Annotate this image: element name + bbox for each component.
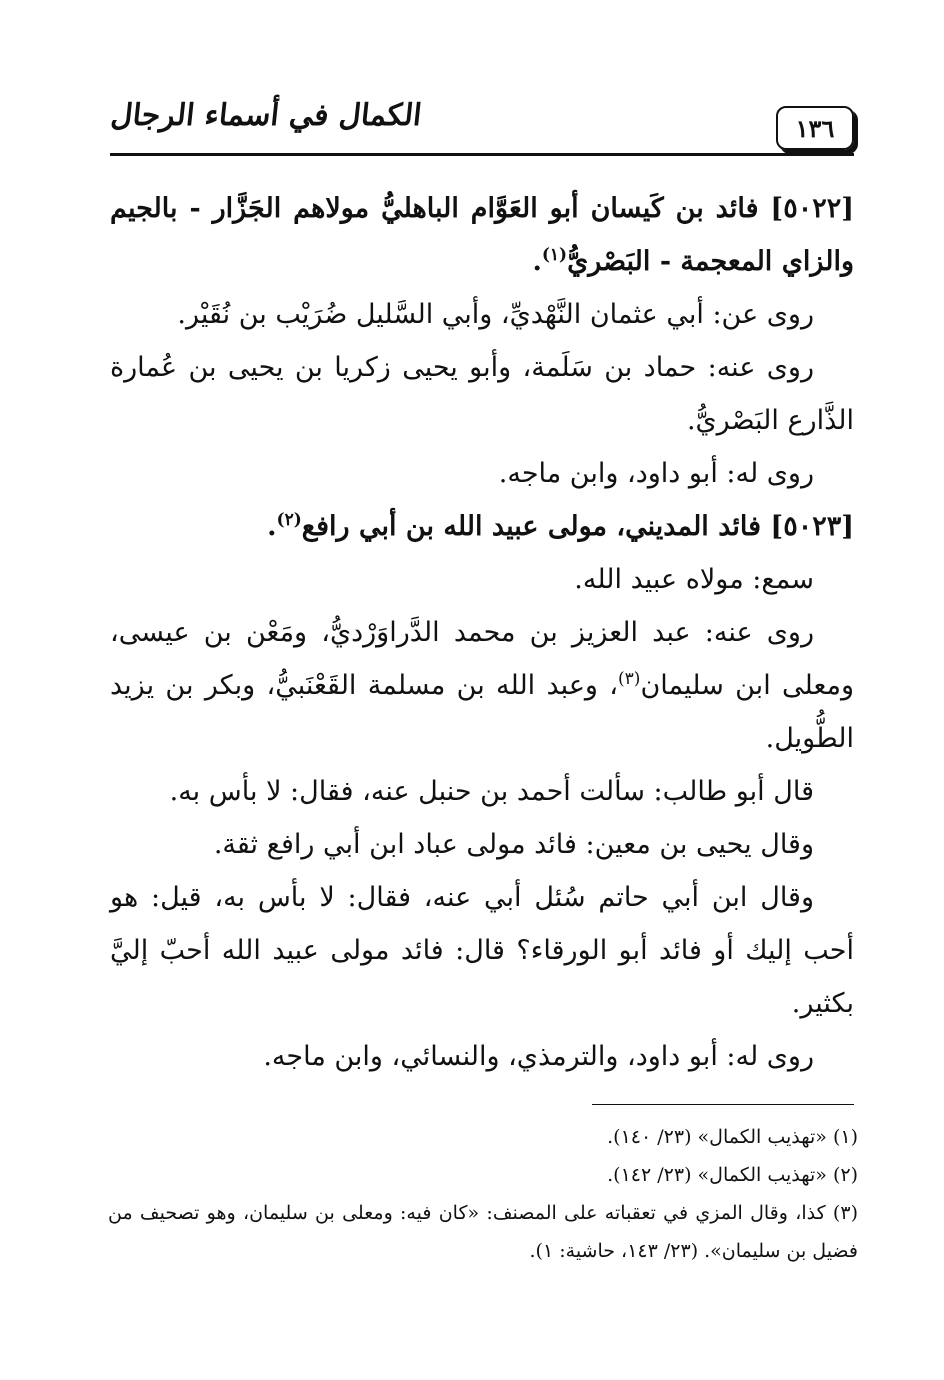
main-text xyxy=(110,182,854,1083)
narration-line: سمع: مولاه عبيد الله. xyxy=(574,564,814,595)
footnote-ref: (٣) xyxy=(618,669,641,689)
narration-text: ، وعبد الله بن مسلمة القَعْنَبيُّ، وبكر بن يزيد الطُّويل. xyxy=(110,670,854,754)
footnote: (٢) «تهذيب الكمال» (٢٣/ ١٤٢). xyxy=(607,1164,858,1186)
narration-line xyxy=(110,606,854,765)
entry-heading: [٥٠٢٣] فائد المديني، مولى عبيد الله بن أبي رافع$^{(٢)}$. xyxy=(267,510,854,542)
narration-line: قال أبو طالب: سألت أحمد بن حنبل عنه، فقال: لا بأس به. xyxy=(169,776,814,807)
footnote-ref: (١) xyxy=(541,245,568,265)
page-header xyxy=(110,94,854,156)
narration-line: وقال ابن أبي حاتم سُئل أبي عنه، فقال: لا بأس به، قيل: هو أحب إليك أو فائد أبو الورقاء؟ قال: فائد مولى عبيد الله أحبّ إليَّ بكثير. xyxy=(110,882,854,1019)
footnote: (١) «تهذيب الكمال» (٢٣/ ١٤٠). xyxy=(607,1126,858,1148)
narration-line: روى عن: أبي عثمان النَّهْديِّ، وأبي السَّليل ضُرَيْب بن نُقَيْر. xyxy=(177,299,814,330)
footnote-ref: (٢) xyxy=(276,510,302,530)
narration-line: روى له: أبو داود، والترمذي، والنسائي، وابن ماجه. xyxy=(263,1041,814,1072)
entry-heading-text: [٥٠٢٢] فائد بن كَيسان أبو العَوَّام الباهليُّ مولاهم الجَزَّار - بالجيم والزاي المعجمة - البَصْريُّ xyxy=(110,193,854,277)
page-number: ١٣٦ xyxy=(776,106,854,150)
narration-line: روى عنه: حماد بن سَلَمة، وأبو يحيى زكريا بن يحيى بن عُمارة الذَّارع البَصْريُّ. xyxy=(110,352,854,436)
entry-heading-text: [٥٠٢٣] فائد المديني، مولى عبيد الله بن أبي رافع xyxy=(301,511,854,542)
book-title: الكمال في أسماء الرجال xyxy=(109,98,424,133)
footnote-rule xyxy=(592,1104,854,1105)
narration-text: روى عنه: عبد العزيز بن محمد الدَّراوَرْديُّ، ومَعْن بن عيسى، ومعلى ابن سليمان xyxy=(110,617,854,701)
narration-line: وقال يحيى بن معين: فائد مولى عباد ابن أبي رافع ثقة. xyxy=(213,829,814,860)
narration-line: روى له: أبو داود، وابن ماجه. xyxy=(498,458,814,489)
header-rule xyxy=(110,153,854,156)
footnote: (٣) كذا، وقال المزي في تعقباته على المصنف: «كان فيه: ومعلى بن سليمان، وهو تصحيف من فضيل بن سليمان». (٢٣/ ١٤٣، حاشية: ١). xyxy=(108,1202,858,1262)
entry-heading: [٥٠٢٢] فائد بن كَيسان أبو العَوَّام الباهليُّ مولاهم الجَزَّار - بالجيم والزاي المعجمة - البَصْريُّ$^{(١)}$. xyxy=(110,193,854,277)
footnotes xyxy=(108,1118,858,1270)
